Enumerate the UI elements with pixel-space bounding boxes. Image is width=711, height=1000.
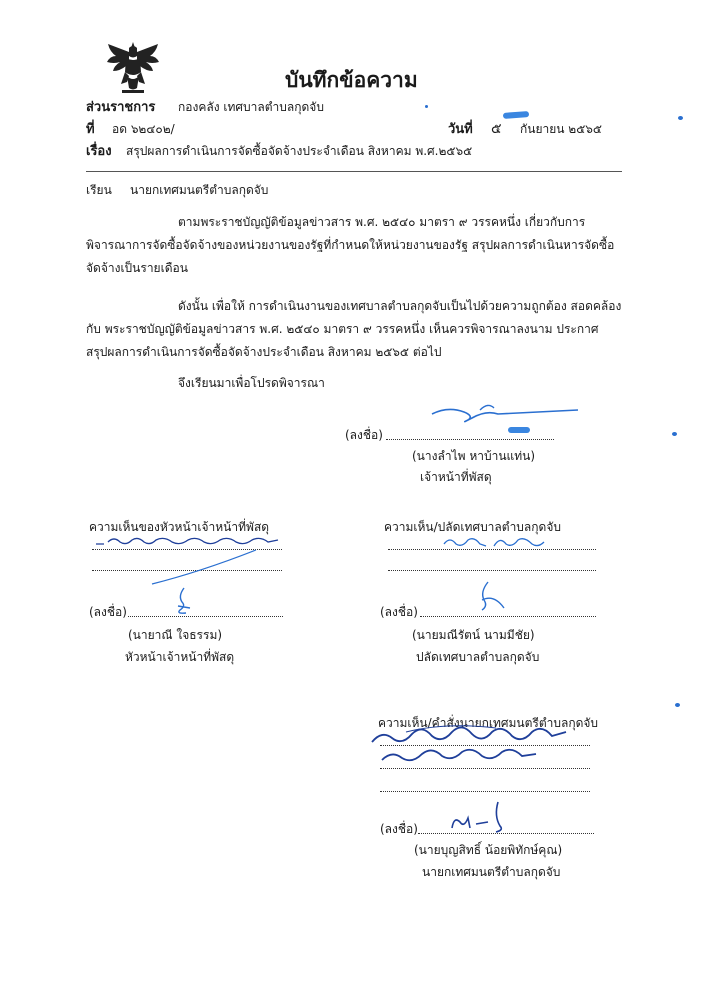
paragraph-1-line-2: พิจารณาการจัดซื้อจัดจ้างของหน่วยงานของรัฐที่กำหนดให้หน่วยงานของรัฐ สรุปผลการดำเนินหารจัดซื้อ xyxy=(86,238,615,252)
date-rest: กันยายน ๒๕๖๕ xyxy=(520,122,602,136)
mayor-line-2 xyxy=(380,768,590,769)
mayor-sign-label: (ลงชื่อ) xyxy=(380,822,418,836)
main-sign-label: (ลงชื่อ) xyxy=(345,428,383,442)
main-redaction-mark xyxy=(508,427,530,433)
garuda-emblem xyxy=(104,38,162,96)
mayor-line-3 xyxy=(380,791,590,792)
main-signer-position: เจ้าหน้าที่พัสดุ xyxy=(420,470,492,484)
mayor-signature xyxy=(446,798,518,834)
paragraph-2-line-3: สรุปผลการดำเนินการจัดซื้อจัดจ้างประจำเดือน สิงหาคม ๒๕๖๕ ต่อไป xyxy=(86,345,442,359)
right-signer-position: ปลัดเทศบาลตำบลกุดจับ xyxy=(416,650,540,664)
subject-value: สรุปผลการดำเนินการจัดซื้อจัดจ้างประจำเดือน สิงหาคม พ.ศ.๒๕๖๕ xyxy=(126,144,473,158)
paragraph-2-line-2: กับ พระราชบัญญัติข้อมูลข่าวสาร พ.ศ. ๒๕๔๐ มาตรา ๙ วรรคหนึ่ง เห็นควรพิจารณาลงนาม ประกาศ xyxy=(86,322,599,336)
left-signature xyxy=(172,586,196,616)
left-signer-position: หัวหน้าเจ้าหน้าที่พัสดุ xyxy=(125,650,235,664)
ink-speck xyxy=(678,116,683,120)
paragraph-2-line-1: ดังนั้น เพื่อให้ การดำเนินงานของเทศบาลตำบลกุดจับเป็นไปด้วยความถูกต้อง สอดคล้อง xyxy=(178,299,622,313)
left-signer-name: (นายาณี ใจธรรม) xyxy=(128,628,223,642)
mayor-signer-position: นายกเทศมนตรีตำบลกุดจับ xyxy=(422,865,561,879)
mayor-heading: ความเห็น/คำสั่งนายกเทศมนตรีตำบลกุดจับ xyxy=(378,716,599,730)
mayor-handwriting xyxy=(366,712,578,768)
mayor-signer-name: (นายบุญสิทธิ์ น้อยพิทักษ์คุณ) xyxy=(414,843,563,857)
right-opinion-heading: ความเห็น/ปลัดเทศบาลตำบลกุดจับ xyxy=(384,520,561,534)
ref-label: ที่ xyxy=(86,122,95,137)
to-label: เรียน xyxy=(86,183,112,197)
main-signature xyxy=(428,398,588,442)
closing-line: จึงเรียนมาเพื่อโปรดพิจารณา xyxy=(178,376,325,390)
subject-label: เรื่อง xyxy=(86,144,112,159)
redaction-mark xyxy=(503,111,529,119)
main-signer-name: (นางลำไพ หาบ้านแท่น) xyxy=(412,449,536,463)
department-value: กองคลัง เทศบาลตำบลกุดจับ xyxy=(178,100,324,114)
right-opinion-handwriting xyxy=(440,532,550,552)
to-value: นายกเทศมนตรีตำบลกุดจับ xyxy=(130,183,269,197)
left-opinion-heading: ความเห็นของหัวหน้าเจ้าหน้าที่พัสดุ xyxy=(89,520,270,534)
right-signer-name: (นายมณีรัตน์ นามมีชัย) xyxy=(412,628,535,642)
header-divider xyxy=(86,171,622,172)
right-sign-line xyxy=(420,616,596,617)
date-label: วันที่ xyxy=(448,122,473,137)
paragraph-1-line-3: จัดจ้างเป็นรายเดือน xyxy=(86,261,188,275)
department-label: ส่วนราชการ xyxy=(86,100,156,115)
ref-value: อด ๖๒๔๐๒/ xyxy=(112,122,175,136)
date-day: ๕ xyxy=(491,121,502,137)
left-sign-label: (ลงชื่อ) xyxy=(89,605,127,619)
right-opinion-line-2 xyxy=(388,570,596,571)
ink-speck xyxy=(672,432,677,436)
left-opinion-stroke xyxy=(150,548,260,588)
left-sign-line xyxy=(128,616,283,617)
ink-speck xyxy=(425,105,428,108)
paragraph-1-line-1: ตามพระราชบัญญัติข้อมูลข่าวสาร พ.ศ. ๒๕๔๐ มาตรา ๙ วรรคหนึ่ง เกี่ยวกับการ xyxy=(178,215,586,229)
right-signature xyxy=(474,578,510,614)
ink-speck xyxy=(675,703,680,707)
memo-title: บันทึกข้อความ xyxy=(285,68,418,92)
right-sign-label: (ลงชื่อ) xyxy=(380,605,418,619)
